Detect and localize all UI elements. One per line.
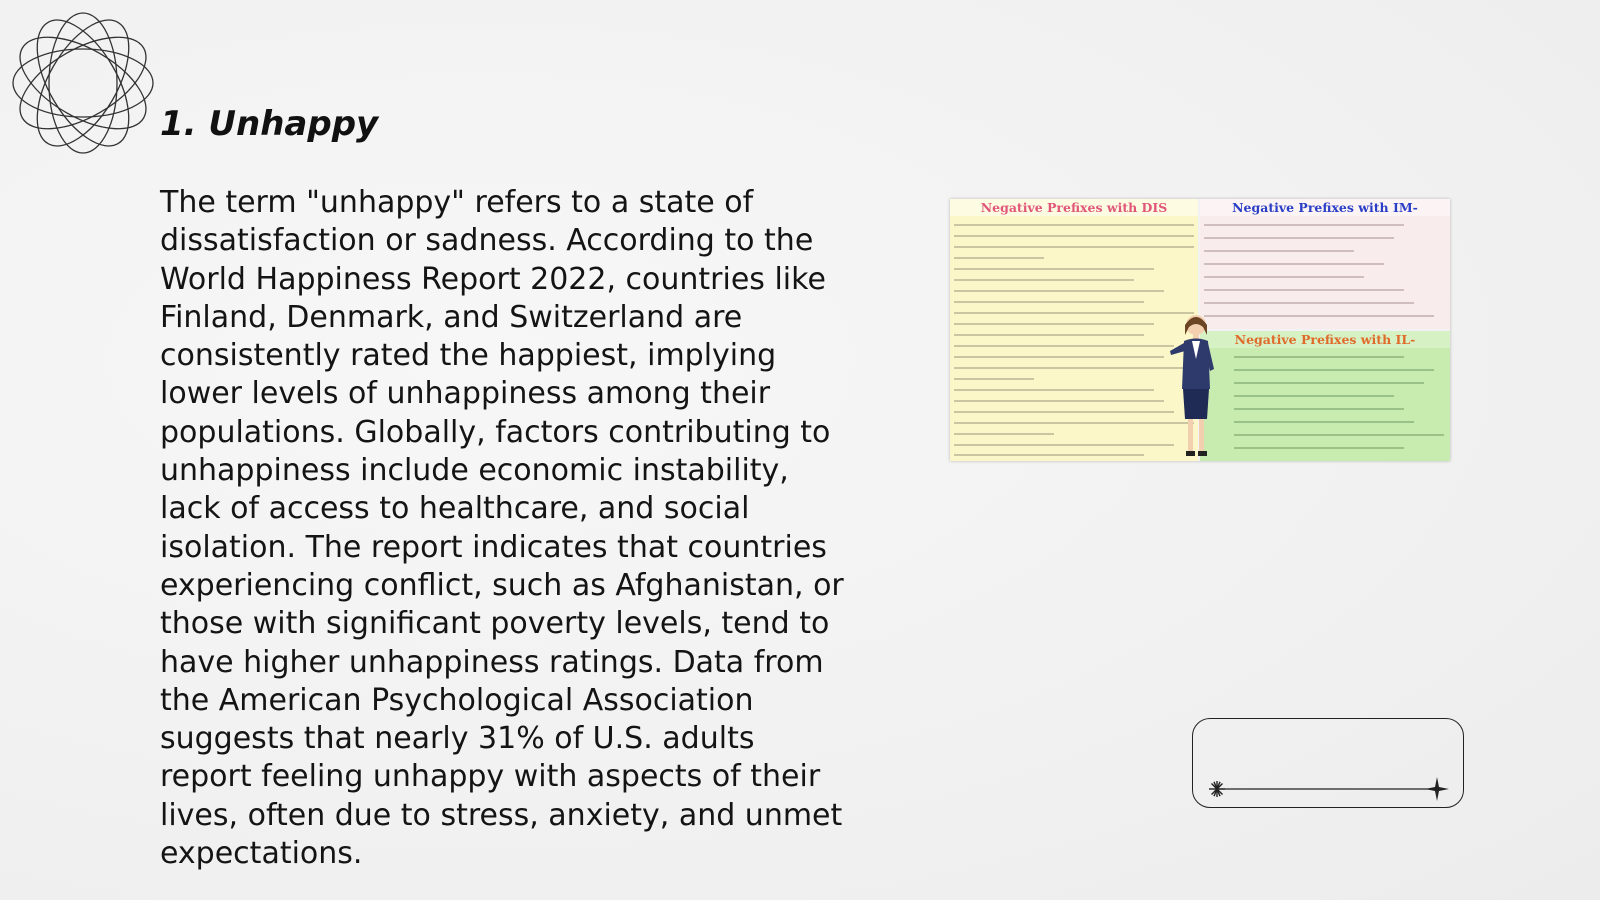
panel-dis-title: Negative Prefixes with DIS [950, 199, 1198, 216]
panel-dis-text-lines [954, 221, 1194, 457]
panel-im-text-lines [1204, 221, 1446, 325]
panel-im-prefixes [1200, 199, 1450, 329]
panel-il-prefixes [1200, 331, 1450, 461]
panel-dis-prefixes [950, 199, 1198, 461]
cross-star-icon [1425, 777, 1449, 801]
panel-il-title: Negative Prefixes with IL- [1200, 331, 1450, 348]
panel-im-title: Negative Prefixes with IM- [1200, 199, 1450, 216]
panel-il-text-lines [1204, 353, 1446, 457]
orbit-rings-icon [10, 10, 156, 156]
slide-title: 1. Unhappy [160, 104, 379, 144]
caption-box [1192, 718, 1464, 808]
sparkle-icon [1209, 781, 1225, 797]
slide-body-text: The term "unhappy" refers to a state of dissatisfaction or sadness. According to the World Happiness Report 2022, countries like Finland, Denmark, and Switzerland are consistently rated the happiest, implying lower levels of unhappiness among their populations. Globally, factors contributing to unhappiness include economic instability, lack of access to healthcare, and social isolation. The report indicates that countries experiencing conflict, such as Afghanistan, or those with significant poverty levels, tend to have higher unhappiness ratings. Data from the American Psychological Association suggests that nearly 31% of U.S. adults report feeling unhappy with aspects of their lives, often due to stress, anxiety, and unmet expectations. [160, 185, 844, 872]
caption-divider [1193, 719, 1465, 809]
teacher-figure-illustration [1168, 311, 1228, 461]
negative-prefixes-infographic [950, 199, 1450, 461]
